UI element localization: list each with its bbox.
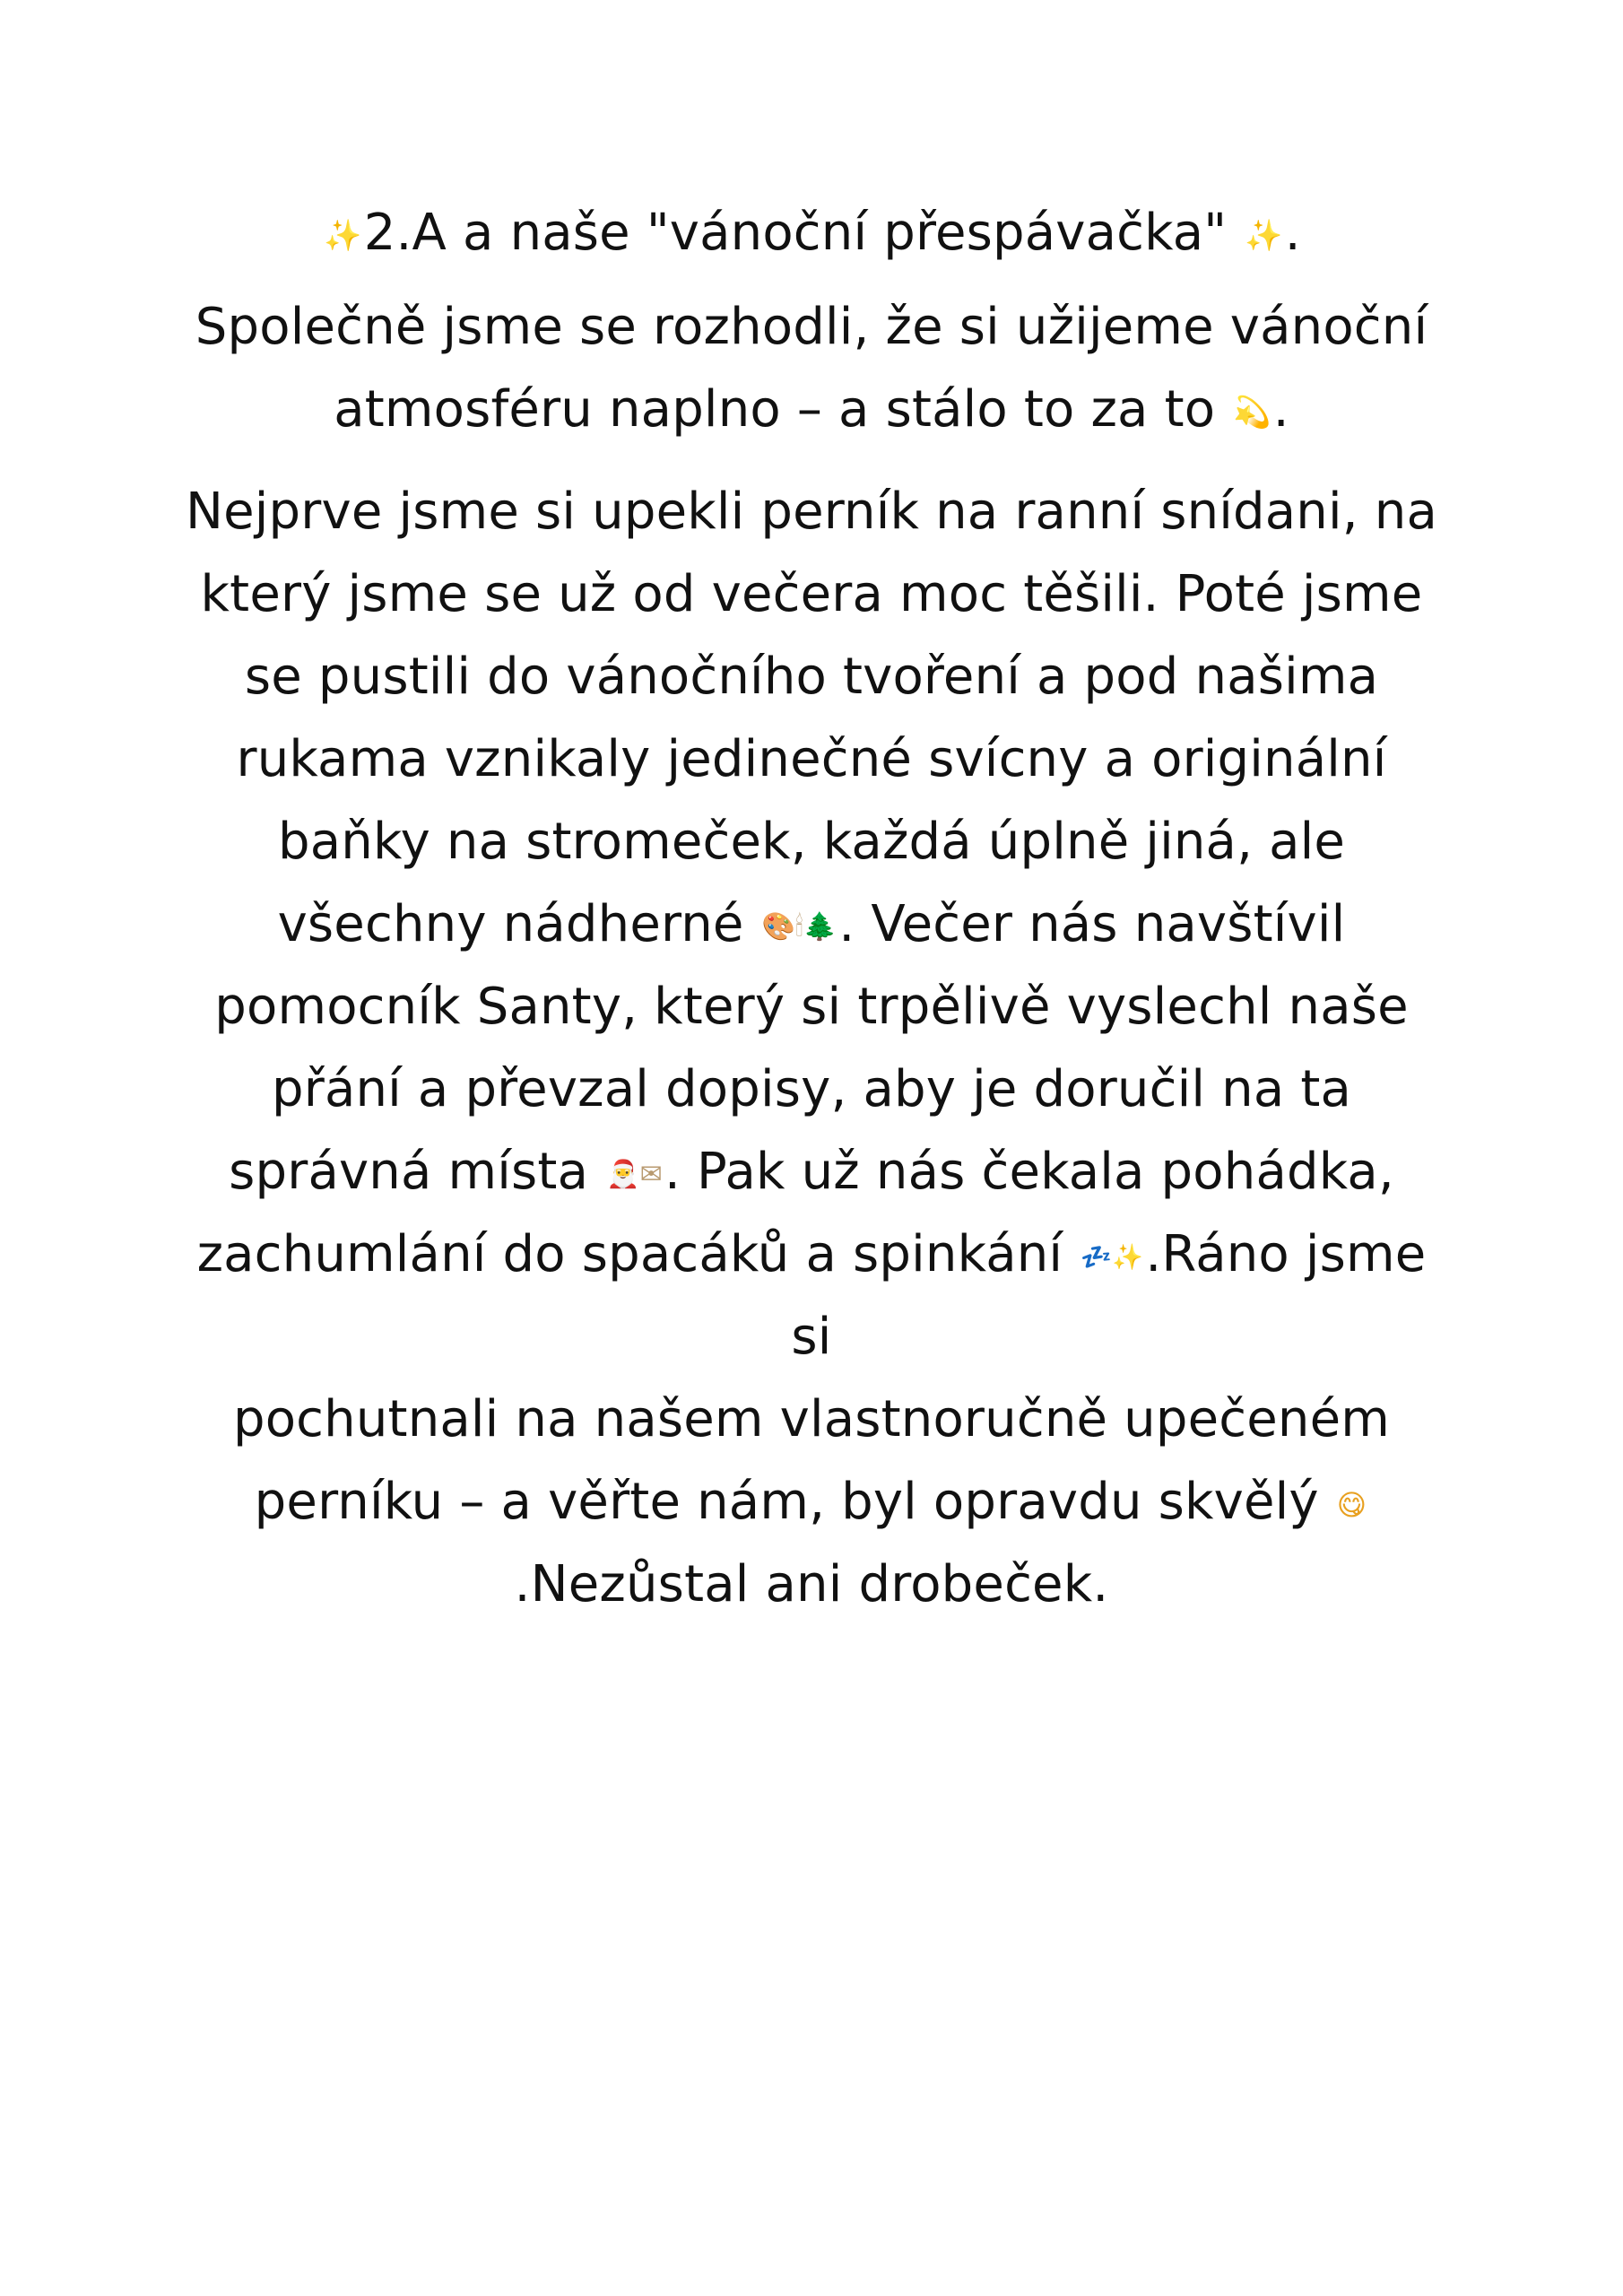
sleep-sparkles-icon: 💤✨ [1081, 1241, 1144, 1272]
palette-candle-tree-icon: 🎨🕯🌲 [761, 910, 838, 943]
intro-line: atmosféru naplno – a stálo to za to [334, 380, 1216, 439]
document-content [179, 193, 1444, 1626]
yummy-face-icon: 😋 [1336, 1487, 1367, 1522]
santa-envelope-icon: 🎅✉ [606, 1158, 663, 1190]
body-line: zachumlání do spacáků a spinkání [196, 1225, 1063, 1283]
body-line: .Nezůstal ani drobeček. [514, 1555, 1109, 1613]
body-line: baňky na stromeček, každá úplně jiná, ale [277, 813, 1346, 871]
intro-line: Společně jsme se rozhodli, že si užijeme vánoční [195, 298, 1428, 356]
sparkles-icon: ✨ [324, 217, 362, 254]
body-line: přání a převzal dopisy, aby je doručil na ta [271, 1060, 1352, 1118]
body-line: pomocník Santy, který si trpělivě vyslechl naše [214, 978, 1409, 1036]
title-end: . [1284, 204, 1301, 262]
body-line: . Večer nás navštívil [838, 895, 1346, 953]
body-line: perníku – a věřte nám, byl opravdu skvělý [254, 1473, 1319, 1531]
body-line: . Pak už nás čekala pohádka, [664, 1143, 1394, 1201]
sparkles-icon: ✨ [1245, 217, 1283, 254]
intro-paragraph [179, 286, 1444, 451]
body-line: pochutnali na našem vlastnoručně upečeném [232, 1390, 1391, 1448]
document-title [179, 193, 1444, 274]
title-text: 2.A a naše "vánoční přespávačka" [363, 204, 1228, 262]
body-line: se pustili do vánočního tvoření a pod našima [244, 648, 1379, 706]
body-line: Nejprve jsme si upekli perník na ranní snídani, na [186, 483, 1437, 541]
body-line: správná místa [229, 1143, 589, 1201]
body-line: všechny nádherné [277, 895, 744, 953]
body-line: .Ráno jsme si [791, 1225, 1427, 1366]
dizzy-star-icon: 💫 [1233, 394, 1271, 430]
body-line: který jsme se už od večera moc těšili. Poté jsme [200, 565, 1423, 623]
body-line: rukama vznikaly jedinečné svícny a originální [236, 730, 1387, 788]
intro-end: . [1272, 380, 1289, 439]
body-paragraph [179, 471, 1444, 1626]
